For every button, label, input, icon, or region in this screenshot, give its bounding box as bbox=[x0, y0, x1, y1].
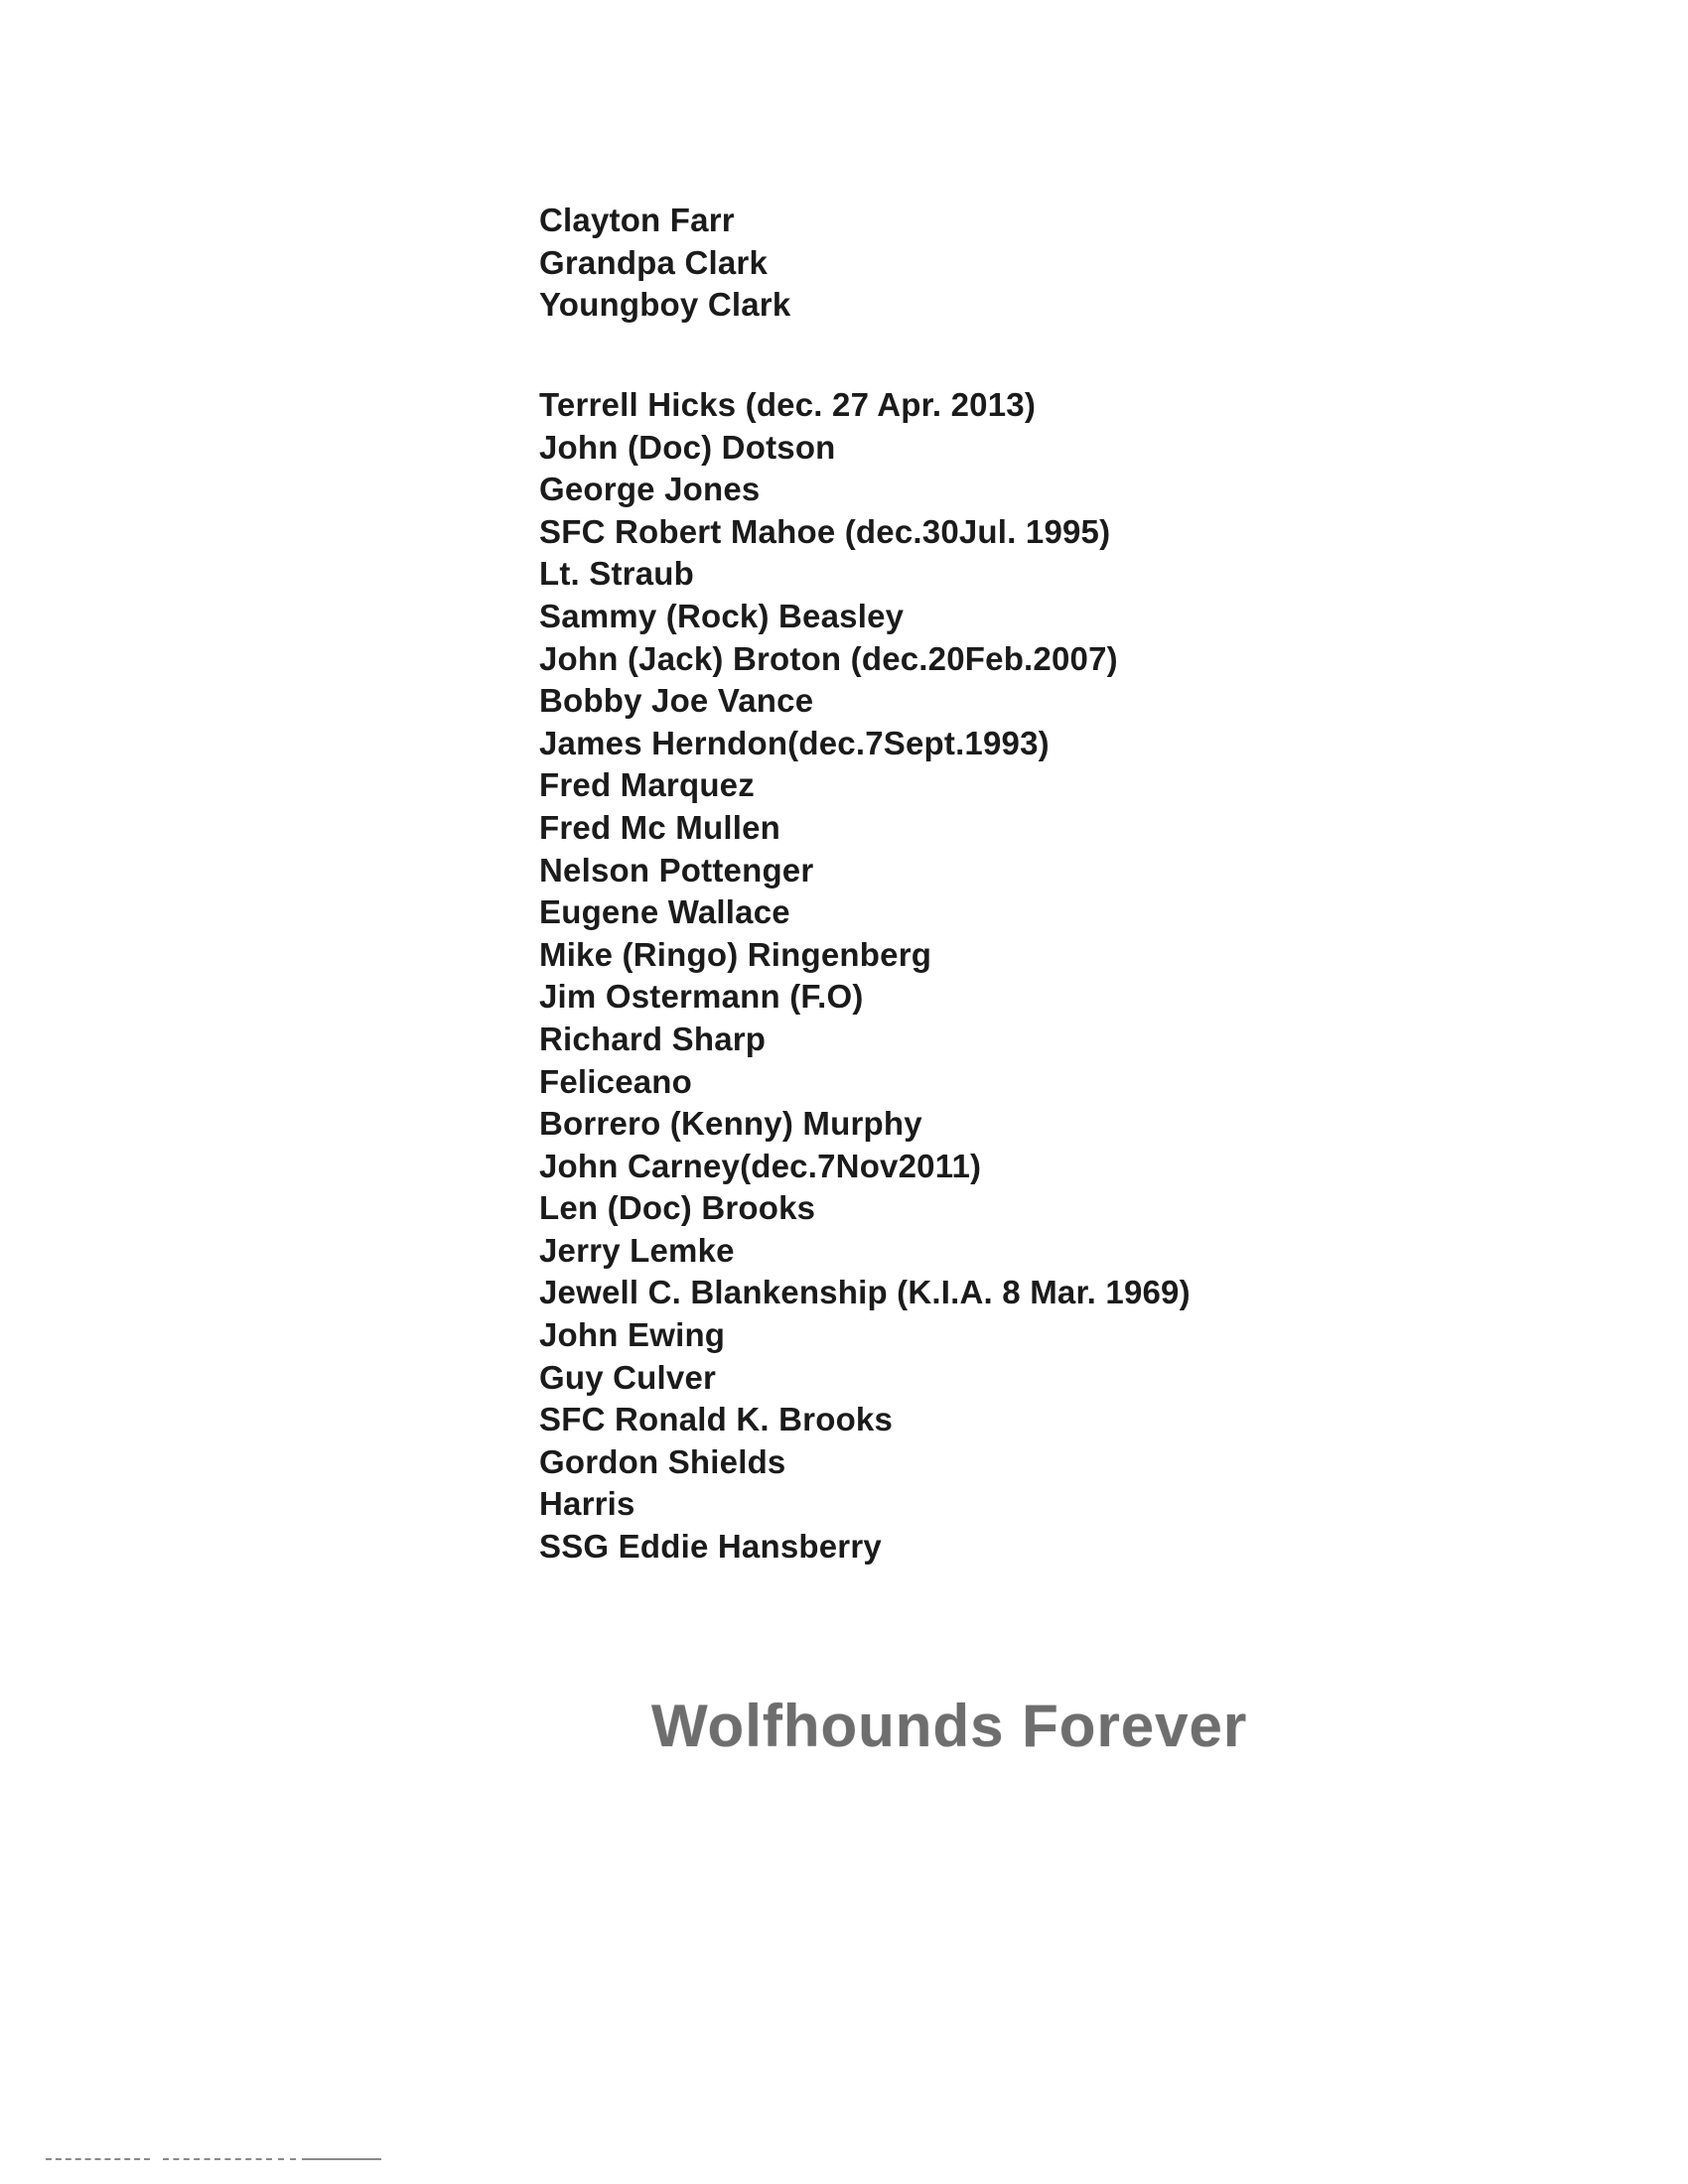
footer-rule bbox=[163, 2158, 272, 2161]
name-entry: Len (Doc) Brooks bbox=[539, 1189, 816, 1227]
name-entry: Clayton Farr bbox=[539, 202, 735, 238]
name-list-group-2 bbox=[539, 384, 1191, 1569]
name-entry: Gordon Shields bbox=[539, 1442, 786, 1480]
name-entry: Jewell C. Blankenship (K.I.A. 8 Mar. 1969) bbox=[539, 1274, 1191, 1311]
footer-rule bbox=[302, 2158, 381, 2161]
name-entry: Jim Ostermann (F.O) bbox=[539, 978, 864, 1016]
name-entry: Fred Mc Mullen bbox=[539, 808, 780, 846]
footer-rule bbox=[278, 2158, 296, 2161]
name-entry: SSG Eddie Hansberry bbox=[539, 1528, 882, 1566]
motto-text: Wolfhounds Forever bbox=[651, 1693, 1248, 1759]
name-entry: John Carney(dec.7Nov2011) bbox=[539, 1147, 982, 1184]
name-entry: Youngboy Clark bbox=[539, 286, 791, 324]
name-entry: Harris bbox=[539, 1485, 635, 1523]
name-list-group-1 bbox=[539, 200, 790, 327]
name-entry: Bobby Joe Vance bbox=[539, 682, 814, 720]
name-entry: Grandpa Clark bbox=[539, 243, 769, 281]
name-entry: Borrero (Kenny) Murphy bbox=[539, 1105, 922, 1143]
name-entry: Feliceano bbox=[539, 1062, 693, 1100]
name-entry: Jerry Lemke bbox=[539, 1231, 735, 1269]
name-entry: Fred Marquez bbox=[539, 766, 755, 804]
name-entry: Mike (Ringo) Ringenberg bbox=[539, 935, 932, 973]
name-entry: John (Jack) Broton (dec.20Feb.2007) bbox=[539, 639, 1118, 677]
name-entry: Nelson Pottenger bbox=[539, 851, 814, 888]
name-entry: Lt. Straub bbox=[539, 555, 694, 593]
name-entry: SFC Robert Mahoe (dec.30Jul. 1995) bbox=[539, 512, 1111, 550]
name-entry: James Herndon(dec.7Sept.1993) bbox=[539, 724, 1050, 761]
name-entry: Richard Sharp bbox=[539, 1020, 767, 1057]
name-entry: George Jones bbox=[539, 471, 761, 508]
name-entry: Eugene Wallace bbox=[539, 893, 790, 931]
name-entry: Guy Culver bbox=[539, 1358, 717, 1396]
footer-rule bbox=[46, 2158, 150, 2161]
name-entry: Terrell Hicks (dec. 27 Apr. 2013) bbox=[539, 386, 1037, 423]
name-entry: John (Doc) Dotson bbox=[539, 428, 836, 466]
name-entry: Sammy (Rock) Beasley bbox=[539, 597, 905, 634]
name-entry: John Ewing bbox=[539, 1316, 726, 1354]
name-entry: SFC Ronald K. Brooks bbox=[539, 1401, 894, 1438]
